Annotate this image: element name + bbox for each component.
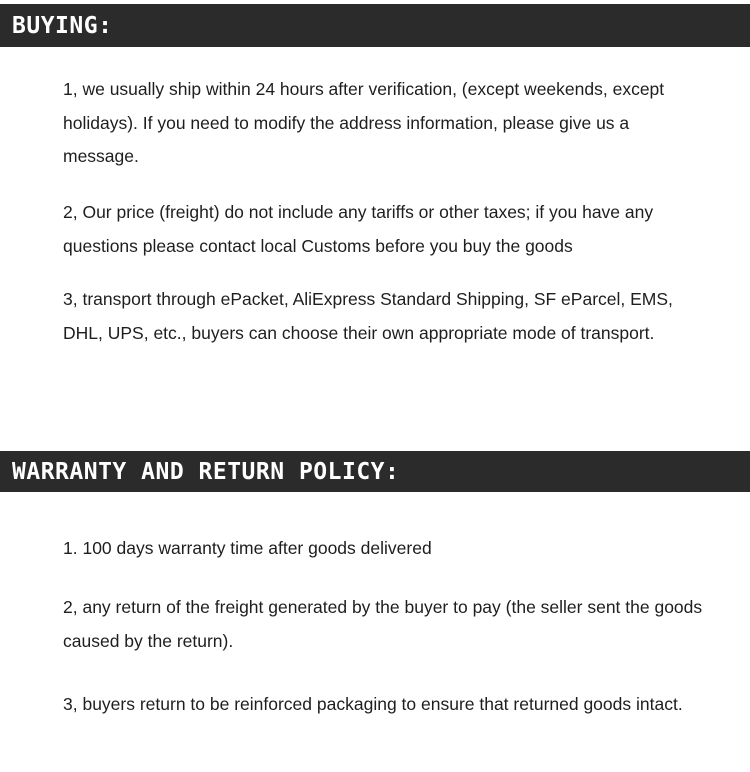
warranty-item-3: 3, buyers return to be reinforced packaging to ensure that returned goods intact.: [63, 694, 683, 714]
warranty-section-header: [0, 451, 750, 492]
warranty-section-title: WARRANTY AND RETURN POLICY:: [12, 458, 400, 485]
buying-section-header: [0, 4, 750, 47]
buying-item-2: 2, Our price (freight) do not include any tariffs or other taxes; if you have any questions please contact local Customs before you buy the goods: [63, 202, 654, 256]
warranty-item-1: 1. 100 days warranty time after goods delivered: [63, 538, 432, 558]
buying-item-1: 1, we usually ship within 24 hours after verification, (except weekends, except holidays). If you need to modify the address information, please give us a message.: [63, 79, 665, 166]
buying-section-title: BUYING:: [12, 12, 113, 39]
warranty-item-2: 2, any return of the freight generated by the buyer to pay (the seller sent the goods caused by the return).: [63, 597, 703, 651]
buying-item-3: 3, transport through ePacket, AliExpress Standard Shipping, SF eParcel, EMS, DHL, UPS, etc., buyers can choose their own appropriate mode of transport.: [63, 289, 673, 343]
